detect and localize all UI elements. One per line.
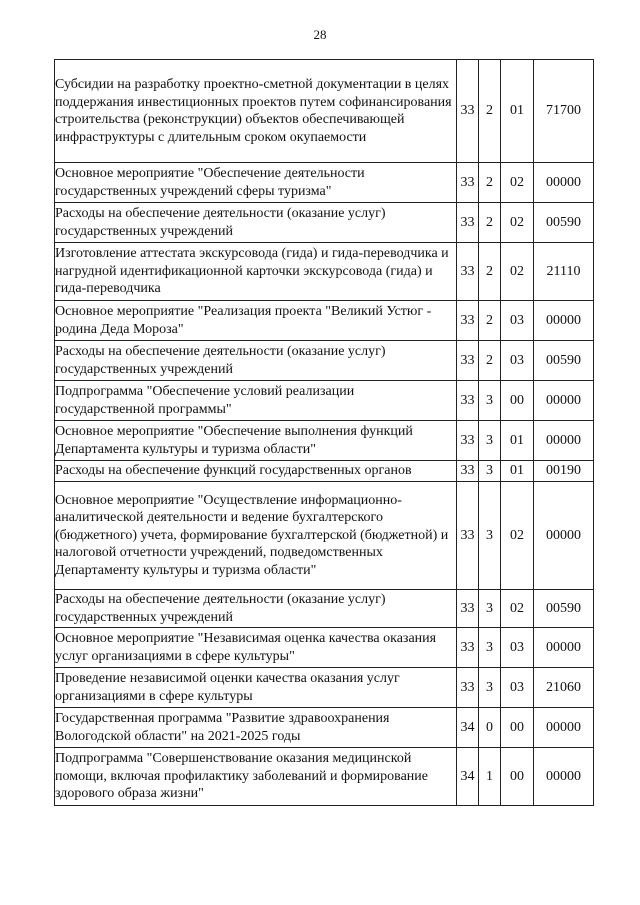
expense-name-cell: Основное мероприятие "Осуществление информационно-аналитической деятельности и ведение бухгалтерского (бюджетного) учета, формирование бухгалтерской (бюджетной) и налоговой отчетности учреждений, подведомственных Департаменту культуры и туризма области" [55, 482, 457, 590]
subprogram-code-cell: 3 [479, 482, 501, 590]
page-number: 28 [313, 27, 327, 42]
program-code-cell: 33 [457, 341, 479, 381]
expense-name-cell: Расходы на обеспечение деятельности (оказание услуг) государственных учреждений [55, 203, 457, 243]
expense-name-cell: Расходы на обеспечение деятельности (оказание услуг) государственных учреждений [55, 341, 457, 381]
direction-code-cell: 21060 [534, 668, 594, 708]
program-code-cell: 33 [457, 668, 479, 708]
table-row [55, 748, 594, 806]
subprogram-code-cell: 2 [479, 341, 501, 381]
activity-code-cell: 03 [501, 668, 534, 708]
direction-code-cell: 00590 [534, 590, 594, 628]
subprogram-code-cell: 2 [479, 301, 501, 341]
table-row [55, 243, 594, 301]
direction-code-cell: 00590 [534, 341, 594, 381]
subprogram-code-cell: 3 [479, 421, 501, 461]
direction-code-cell: 00000 [534, 421, 594, 461]
program-code-cell: 34 [457, 708, 479, 748]
direction-code-cell: 00000 [534, 381, 594, 421]
subprogram-code-cell: 3 [479, 461, 501, 482]
program-code-cell: 33 [457, 421, 479, 461]
subprogram-code-cell: 1 [479, 748, 501, 806]
program-code-cell: 33 [457, 461, 479, 482]
direction-code-cell: 00000 [534, 163, 594, 203]
activity-code-cell: 00 [501, 381, 534, 421]
expense-name-cell: Подпрограмма "Совершенствование оказания медицинской помощи, включая профилактику заболеваний и формирование здорового образа жизни" [55, 748, 457, 806]
program-code-cell: 33 [457, 301, 479, 341]
expense-name-cell: Подпрограмма "Обеспечение условий реализации государственной программы" [55, 381, 457, 421]
activity-code-cell: 02 [501, 243, 534, 301]
expense-name-cell: Расходы на обеспечение деятельности (оказание услуг) государственных учреждений [55, 590, 457, 628]
table-row [55, 461, 594, 482]
activity-code-cell: 01 [501, 461, 534, 482]
direction-code-cell: 00590 [534, 203, 594, 243]
direction-code-cell: 21110 [534, 243, 594, 301]
table-row [55, 482, 594, 590]
subprogram-code-cell: 2 [479, 60, 501, 163]
subprogram-code-cell: 2 [479, 243, 501, 301]
expense-name-cell: Государственная программа "Развитие здравоохранения Вологодской области" на 2021-2025 годы [55, 708, 457, 748]
table-row [55, 381, 594, 421]
table-row [55, 628, 594, 668]
expense-name-cell: Проведение независимой оценки качества оказания услуг организациями в сфере культуры [55, 668, 457, 708]
subprogram-code-cell: 2 [479, 203, 501, 243]
expense-name-cell: Основное мероприятие "Обеспечение деятельности государственных учреждений сферы туризма" [55, 163, 457, 203]
activity-code-cell: 03 [501, 341, 534, 381]
program-code-cell: 33 [457, 203, 479, 243]
direction-code-cell: 00000 [534, 748, 594, 806]
activity-code-cell: 00 [501, 708, 534, 748]
program-code-cell: 33 [457, 243, 479, 301]
subprogram-code-cell: 0 [479, 708, 501, 748]
expense-name-cell: Расходы на обеспечение функций государственных органов [55, 461, 457, 482]
program-code-cell: 33 [457, 381, 479, 421]
subprogram-code-cell: 2 [479, 163, 501, 203]
activity-code-cell: 00 [501, 748, 534, 806]
table-row [55, 163, 594, 203]
direction-code-cell: 00000 [534, 628, 594, 668]
program-code-cell: 33 [457, 590, 479, 628]
table-row [55, 60, 594, 163]
subprogram-code-cell: 3 [479, 381, 501, 421]
table-row [55, 668, 594, 708]
table-row [55, 421, 594, 461]
subprogram-code-cell: 3 [479, 628, 501, 668]
direction-code-cell: 71700 [534, 60, 594, 163]
program-code-cell: 33 [457, 163, 479, 203]
activity-code-cell: 02 [501, 203, 534, 243]
table-row [55, 590, 594, 628]
activity-code-cell: 01 [501, 421, 534, 461]
expense-name-cell: Основное мероприятие "Независимая оценка качества оказания услуг организациями в сфере культуры" [55, 628, 457, 668]
program-code-cell: 33 [457, 482, 479, 590]
direction-code-cell: 00000 [534, 708, 594, 748]
budget-classification-table [54, 59, 594, 806]
program-code-cell: 33 [457, 628, 479, 668]
subprogram-code-cell: 3 [479, 668, 501, 708]
activity-code-cell: 03 [501, 628, 534, 668]
expense-name-cell: Субсидии на разработку проектно-сметной документации в целях поддержания инвестиционных проектов путем софинансирования строительства (реконструкции) объектов обеспечивающей инфраструктуры с длительным сроком окупаемости [55, 60, 457, 163]
direction-code-cell: 00190 [534, 461, 594, 482]
expense-name-cell: Основное мероприятие "Обеспечение выполнения функций Департамента культуры и туризма области" [55, 421, 457, 461]
program-code-cell: 34 [457, 748, 479, 806]
activity-code-cell: 03 [501, 301, 534, 341]
table-row [55, 301, 594, 341]
table-row [55, 341, 594, 381]
table-row [55, 708, 594, 748]
expense-name-cell: Изготовление аттестата экскурсовода (гида) и гида-переводчика и нагрудной идентификационной карточки экскурсовода (гида) и гида-переводчика [55, 243, 457, 301]
activity-code-cell: 02 [501, 163, 534, 203]
activity-code-cell: 02 [501, 482, 534, 590]
direction-code-cell: 00000 [534, 482, 594, 590]
activity-code-cell: 02 [501, 590, 534, 628]
expense-name-cell: Основное мероприятие "Реализация проекта "Великий Устюг - родина Деда Мороза" [55, 301, 457, 341]
program-code-cell: 33 [457, 60, 479, 163]
table-row [55, 203, 594, 243]
activity-code-cell: 01 [501, 60, 534, 163]
subprogram-code-cell: 3 [479, 590, 501, 628]
direction-code-cell: 00000 [534, 301, 594, 341]
